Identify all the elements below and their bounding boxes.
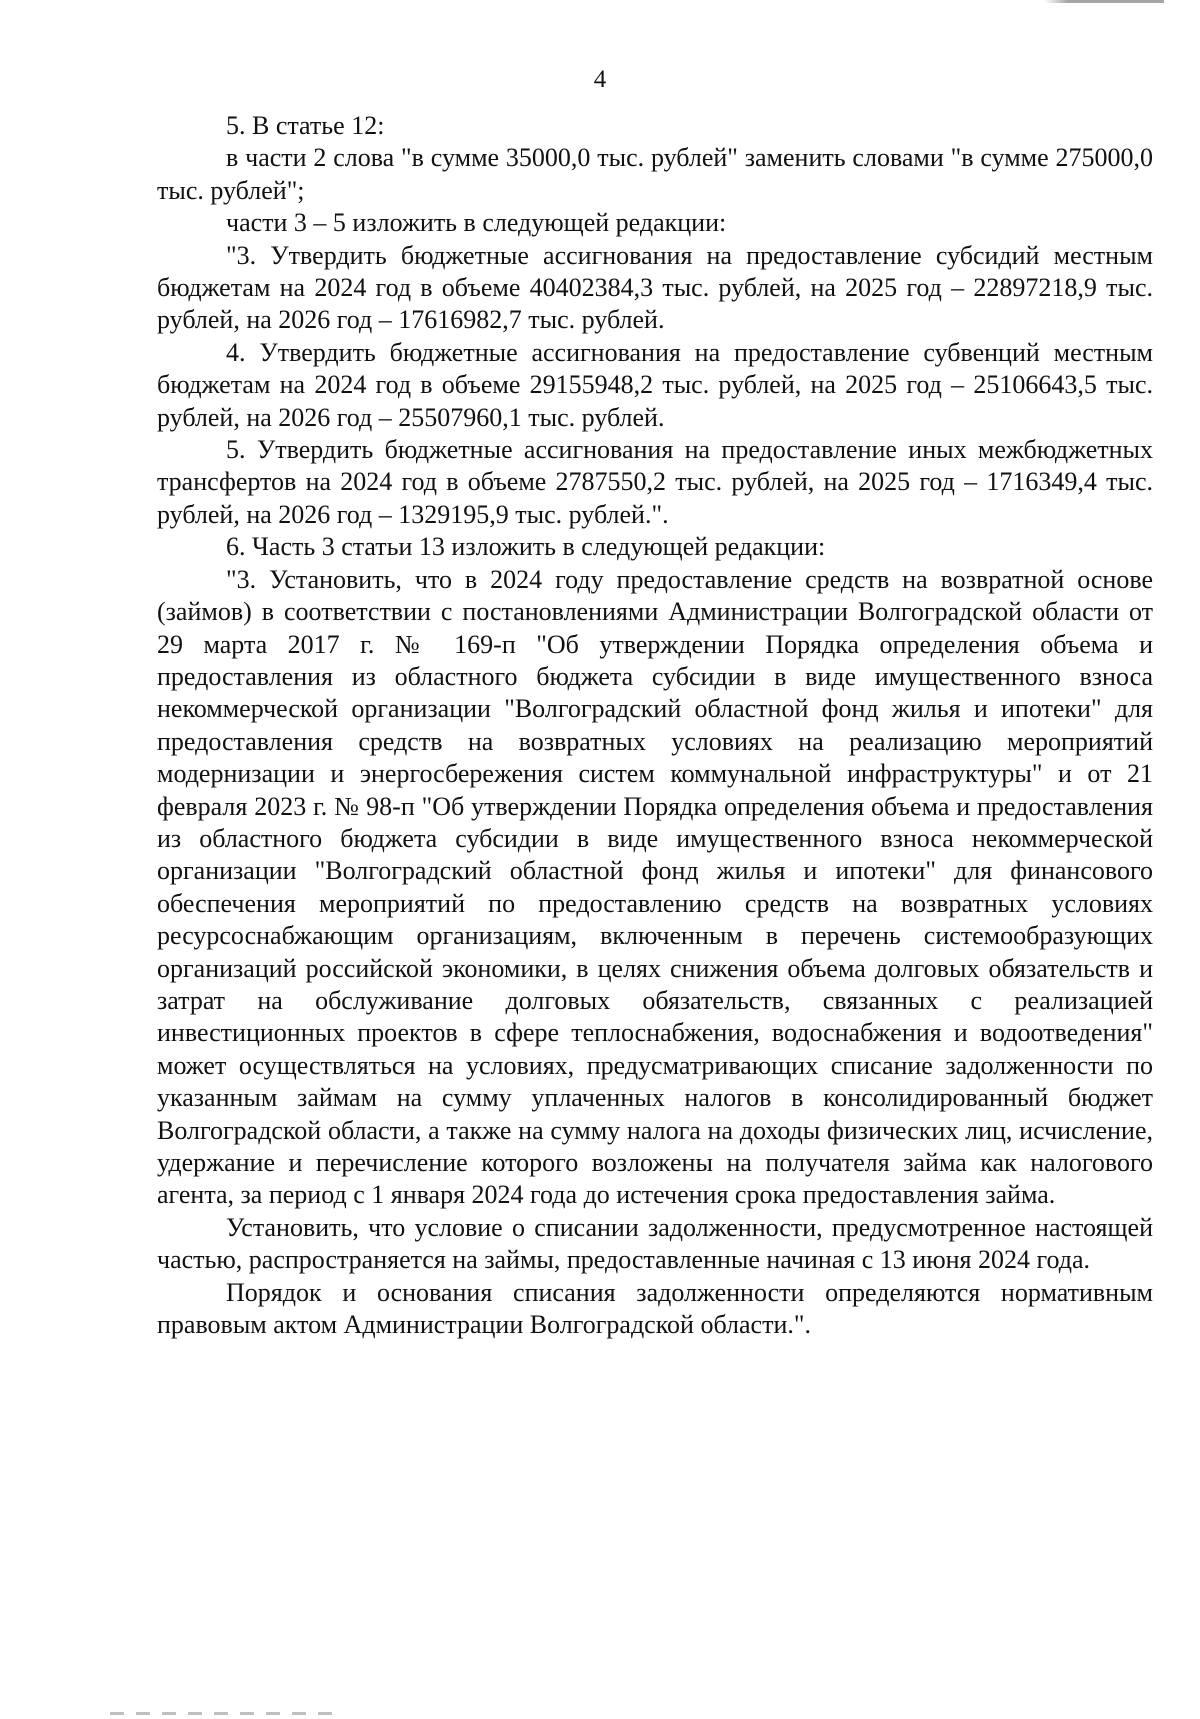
paragraph-article-12-heading: 5. В статье 12:	[226, 111, 385, 140]
paragraph-subventions: 4. Утвердить бюджетные ассигнования на предоставление субвенций местным бюджетам на 2024 год в объеме 29155948,2 тыс. рублей, на 2025 год – 25106643,5 тыс. рублей, на 2026 год – 25507960,1 тыс. рублей.	[157, 337, 1153, 432]
scan-artifact-bottom	[110, 1712, 340, 1715]
paragraph-subsidies: "3. Утвердить бюджетные ассигнования на предоставление субсидий местным бюджетам на 2024 год в объеме 40402384,3 тыс. рублей, на 2025 год – 22897218,9 тыс. рублей, на 2026 год – 17616982,7 тыс. рублей.	[157, 240, 1153, 335]
paragraph-article-13-heading: 6. Часть 3 статьи 13 изложить в следующей редакции:	[226, 532, 826, 562]
paragraph-interbudget-transfers: 5. Утвердить бюджетные ассигнования на предоставление иных межбюджетных трансфертов на 2024 год в объеме 2787550,2 тыс. рублей, на 2025 год – 1716349,4 тыс. рублей, на 2026 год – 1329195,9 тыс. рублей.".	[157, 435, 1153, 529]
paragraph-debt-write-off-condition: Установить, что условие о списании задолженности, предусмотренное настоящей частью, распространяется на займы, предоставленные начиная с 13 июня 2024 года.	[157, 1212, 1153, 1275]
document-body	[157, 110, 1153, 1341]
paragraph-write-off-procedure: Порядок и основания списания задолженности определяются нормативным правовым актом Администрации Волгоградской области.".	[157, 1277, 1153, 1340]
scan-artifact-top	[1044, 0, 1164, 3]
paragraph-part-2-amendment: в части 2 слова "в сумме 35000,0 тыс. рублей" заменить словами "в сумме 275000,0 тыс. рублей";	[157, 143, 1153, 205]
paragraph-loans-provision: "3. Установить, что в 2024 году предоставление средств на возвратной основе (займов) в соответствии с постановлениями Администрации Волгоградской области от 29 марта 2017 г. № 169-п "Об утверждении Порядка определения объема и предоставления из областного бюджета субсидии в виде имущественного взноса некоммерческой организации "Волгоградский областной фонд жилья и ипотеки" для предоставления средств на возвратных условиях на реализацию мероприятий модернизации и энергосбережения систем коммунальной инфраструктуры" и от 21 февраля 2023 г. № 98-п "Об утверждении Порядка определения объема и предоставления из областного бюджета субсидии в виде имущественного взноса некоммерческой организации "Волгоградский областной фонд жилья и ипотеки" для финансового обеспечения мероприятий по предоставлению средств на возвратных условиях ресурсоснабжающим организациям, включенным в перечень системообразующих организаций российской экономики, в целях снижения объема долговых обязательств и затрат на обслуживание долговых обязательств, связанных с реализацией инвестиционных проектов в сфере теплоснабжения, водоснабжения и водоотведения" может осуществляться на условиях, предусматривающих списание задолженности по указанным займам на сумму уплаченных налогов в консолидированный бюджет Волгоградской области, а также на сумму налога на доходы физических лиц, исчисление, удержание и перечисление которого возложены на получателя займа как налогового агента, за период с 1 января 2024 года до истечения срока предоставления займа.	[157, 564, 1153, 1210]
page-number: 4	[593, 66, 607, 93]
paragraph-parts-3-5-intro: части 3 – 5 изложить в следующей редакции:	[226, 208, 727, 238]
